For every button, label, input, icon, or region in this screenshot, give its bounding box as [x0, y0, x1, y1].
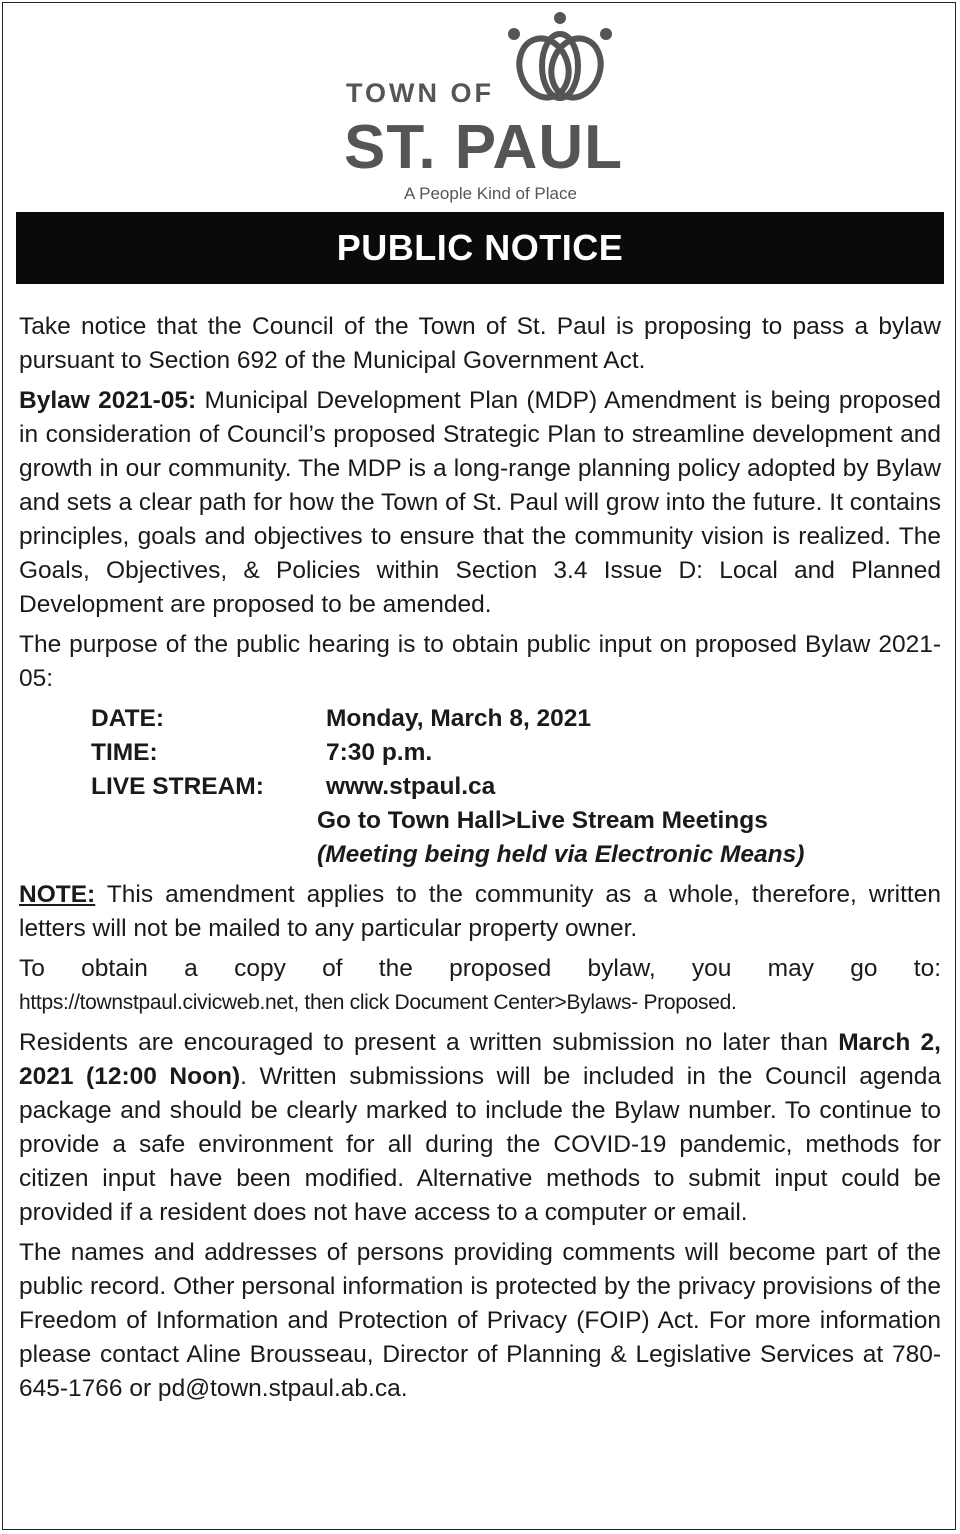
schedule-time-row — [91, 736, 941, 770]
logo-town-name: ST. PAUL — [344, 113, 623, 182]
schedule-stream-row — [91, 770, 941, 804]
residents-text-after: . Written submissions will be included in the Council agenda package and should be clearly marked to include the Bylaw number. To continue to provide a safe environment for all during the COVID-19 pandemic, methods for citizen input have been modified. Alternative methods to submit input could be provided if a resident does not have access to a computer or email. — [19, 1063, 941, 1226]
date-label: DATE: — [91, 705, 165, 732]
schedule-date-row — [91, 702, 941, 736]
privacy-paragraph: The names and addresses of persons providing comments will become part of the public record. Other personal information is protected by the privacy provisions of the Freedom of Information and Protection of Privacy (FOIP) Act. For more information please contact Aline Brousseau, Director of Planning & Legislative Services at 780-645-1766 or pd@town.stpaul.ab.ca. — [19, 1239, 941, 1402]
submission-deadline: March 2, 2021 (12:00 Noon) — [19, 1029, 941, 1090]
time-label: TIME: — [91, 739, 158, 766]
civicweb-url-link[interactable]: https://townstpaul.civicweb.net, then click Document Center>Bylaws- Proposed. — [19, 991, 737, 1014]
bylaw-text: Municipal Development Plan (MDP) Amendment is being proposed in consideration of Council’s proposed Strategic Plan to streamline development and growth in our community. The MDP is a long-range planning policy adopted by Bylaw and sets a clear path for how the Town of St. Paul will grow into the future. It contains principles, goals and objectives to ensure that the community vision is realized. The Goals, Objectives, & Policies within Section 3.4 Issue D: Local and Planned Development are proposed to be amended. — [19, 387, 942, 618]
logo-tagline: A People Kind of Place — [404, 184, 577, 203]
copy-text: To obtain a copy of the proposed bylaw, you may go to: — [19, 955, 941, 982]
residents-text-before: Residents are encouraged to present a written submission no later than — [19, 1029, 839, 1056]
copy-paragraph — [19, 952, 941, 1020]
hearing-schedule — [91, 702, 941, 872]
town-logo — [0, 0, 960, 210]
note-label: NOTE: — [19, 881, 96, 908]
banner-title: PUBLIC NOTICE — [336, 227, 624, 268]
purpose-paragraph: The purpose of the public hearing is to obtain public input on proposed Bylaw 2021-05: — [19, 631, 941, 692]
intro-paragraph: Take notice that the Council of the Town of St. Paul is proposing to pass a bylaw pursuant to Section 692 of the Municipal Government Act. — [19, 313, 941, 374]
flower-logo-icon — [500, 10, 620, 110]
stream-label: LIVE STREAM: — [91, 773, 264, 800]
stream-note: (Meeting being held via Electronic Means) — [317, 841, 805, 868]
time-value: 7:30 p.m. — [326, 739, 433, 766]
stream-url-link[interactable]: www.stpaul.ca — [326, 773, 496, 800]
note-text: This amendment applies to the community as a whole, therefore, written letters will not be mailed to any particular property owner. — [19, 881, 941, 942]
logo-town-of: TOWN OF — [346, 78, 494, 108]
bylaw-paragraph — [19, 384, 941, 622]
stream-path: Go to Town Hall>Live Stream Meetings — [317, 807, 768, 834]
note-paragraph — [19, 878, 941, 946]
notice-body — [19, 310, 941, 1412]
residents-paragraph — [19, 1026, 941, 1230]
date-value: Monday, March 8, 2021 — [326, 705, 592, 732]
bylaw-label: Bylaw 2021-05: — [19, 387, 197, 414]
public-notice-banner — [16, 212, 944, 284]
